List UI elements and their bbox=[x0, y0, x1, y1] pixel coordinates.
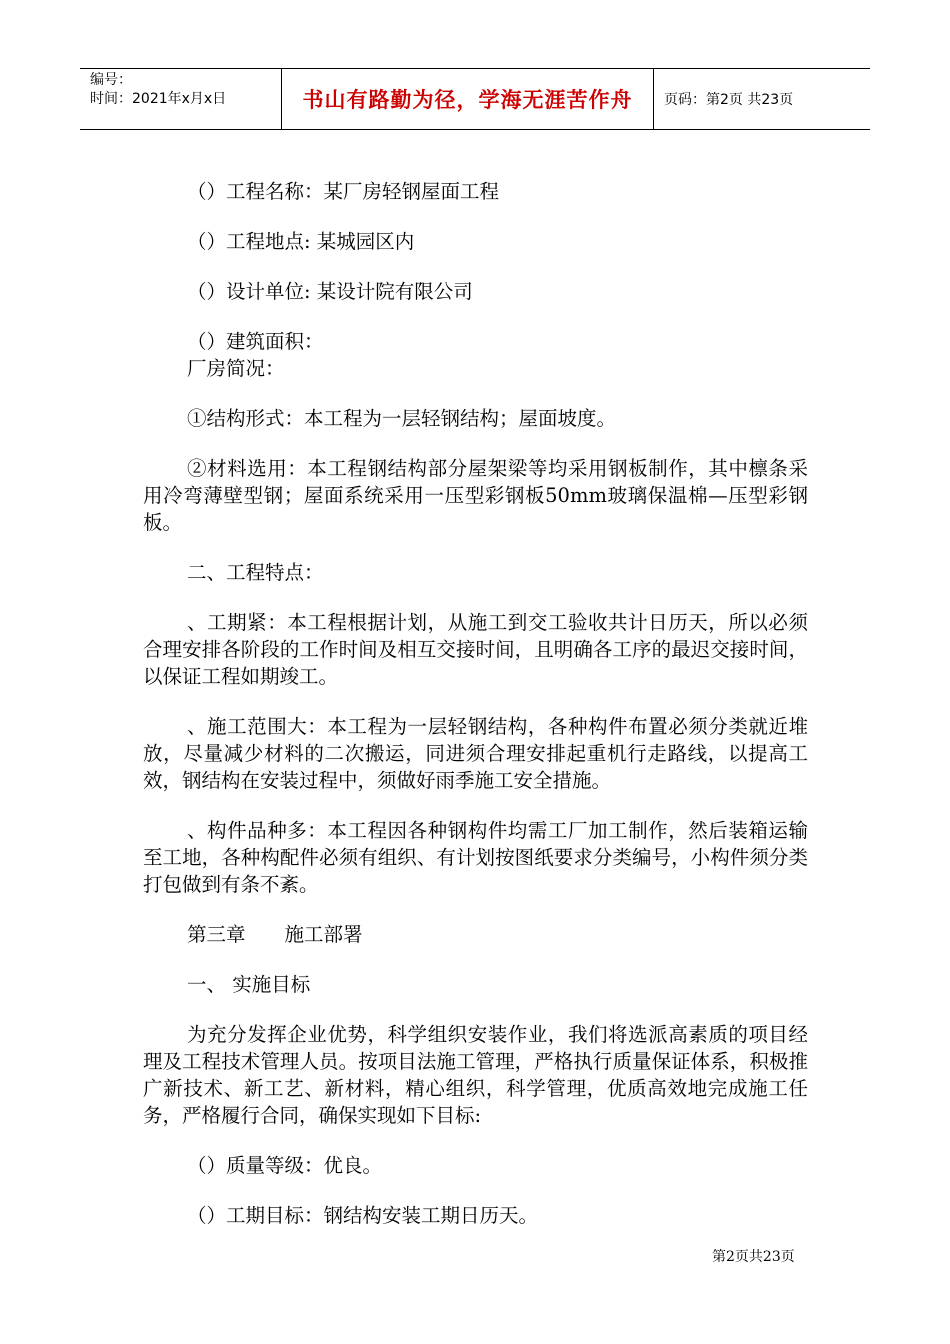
feature-scope: 、施工范围大：本工程为一层轻钢结构，各种构件布置必须分类就近堆放，尽量减少材料的二次搬运，同进须合理安排起重机行走路线，以提高工效，钢结构在安装过程中，须做好雨季施工安全措施。 bbox=[143, 715, 808, 792]
code-label: 编号： bbox=[90, 72, 132, 88]
project-location: （）工程地点: 某城园区内 bbox=[187, 230, 415, 253]
document-body bbox=[143, 178, 808, 1229]
page-footer: 第2页共23页 bbox=[712, 1249, 795, 1265]
project-name: （）工程名称：某厂房轻钢屋面工程 bbox=[187, 180, 500, 203]
goals-paragraph: 为充分发挥企业优势，科学组织安装作业，我们将选派高素质的项目经理及工程技术管理人员。按项目法施工管理，严格执行质量保证体系，积极推广新技术、新工艺、新材料，精心组织，科学管理，优质高效地完成施工任务，严格履行合同，确保实现如下目标: bbox=[143, 1023, 808, 1127]
schedule-goal: （）工期目标：钢结构安装工期日历天。 bbox=[187, 1204, 539, 1227]
page-header bbox=[80, 68, 870, 130]
header-motto: 书山有路勤为径，学海无涯苦作舟 bbox=[282, 69, 654, 129]
section-heading-features: 二、工程特点： bbox=[187, 561, 324, 584]
quality-goal: （）质量等级：优良。 bbox=[187, 1154, 383, 1177]
chapter-heading: 第三章 施工部署 bbox=[187, 923, 363, 946]
structure-form: ①结构形式：本工程为一层轻钢结构；屋面坡度。 bbox=[187, 407, 617, 430]
material-selection: ②材料选用：本工程钢结构部分屋架梁等均采用钢板制作，其中檩条采用冷弯薄壁型钢；屋面系统采用一压型彩钢板50mm玻璃保温棉—压型彩钢板。 bbox=[143, 457, 808, 534]
plant-overview: 厂房简况： bbox=[187, 357, 285, 380]
feature-components: 、构件品种多：本工程因各种钢构件均需工厂加工制作，然后装箱运输至工地，各种构配件必须有组织、有计划按图纸要求分类编号，小构件须分类打包做到有条不紊。 bbox=[143, 819, 808, 896]
building-area: （）建筑面积： bbox=[187, 330, 324, 353]
time-label: 时间：2021年x月x日 bbox=[90, 91, 227, 107]
section-heading-goals: 一、 实施目标 bbox=[187, 973, 311, 996]
header-meta bbox=[80, 69, 282, 129]
design-unit: （）设计单位: 某设计院有限公司 bbox=[187, 280, 473, 303]
header-page-info: 页码：第2页 共23页 bbox=[664, 92, 794, 108]
feature-schedule: 、工期紧：本工程根据计划，从施工到交工验收共计日历天，所以必须合理安排各阶段的工作时间及相互交接时间，且明确各工序的最迟交接时间，以保证工程如期竣工。 bbox=[143, 611, 808, 688]
